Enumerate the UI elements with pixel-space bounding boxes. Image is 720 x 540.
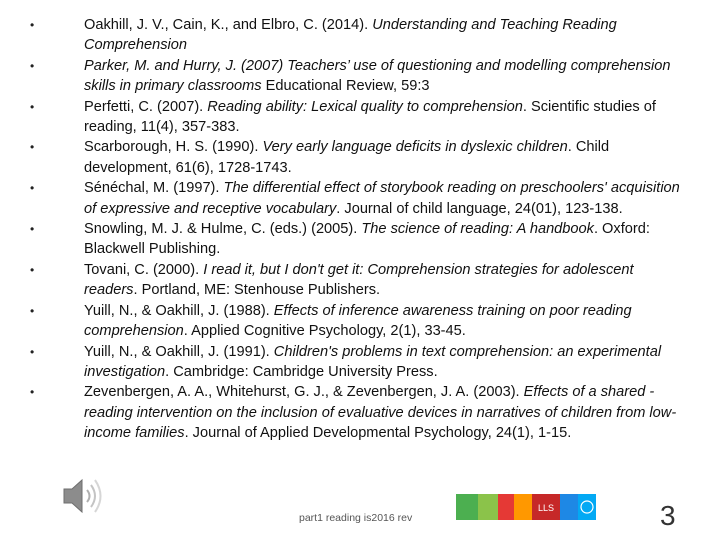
logo-segment: [456, 494, 478, 520]
reference-item: [30, 301, 690, 342]
reference-text: . Cambridge: Cambridge University Press.: [165, 363, 438, 380]
reference-item: [30, 342, 690, 383]
logo-segment: [478, 494, 498, 520]
reference-title: Understanding and Teaching Reading Comprehension: [84, 17, 617, 54]
reference-text: . Journal of child language, 24(01), 123-138.: [336, 200, 623, 217]
logo-icon: [456, 494, 596, 520]
footer-text: part1 reading is2016 rev: [299, 512, 413, 524]
reference-text: Educational Review, 59:3: [261, 78, 430, 95]
reference-item: [30, 260, 690, 301]
reference-text: Tovani, C. (2000).: [84, 261, 204, 278]
reference-item: [30, 15, 690, 56]
reference-text: Snowling, M. J. & Hulme, C. (eds.) (2005).: [84, 221, 362, 238]
reference-title: The science of reading: A handbook: [361, 221, 594, 238]
reference-list: [30, 15, 690, 444]
reference-text: Oakhill, J. V., Cain, K., and Elbro, C. (2014).: [84, 17, 373, 33]
reference-item: [30, 97, 690, 138]
reference-item: [30, 178, 690, 219]
reference-text: Sénéchal, M. (1997).: [84, 180, 224, 197]
reference-title: Effects of inference awareness training on poor reading comprehension: [84, 302, 632, 340]
logo-segment: [514, 494, 532, 520]
logo-segment: [560, 494, 578, 520]
reference-item: [30, 219, 690, 260]
reference-title: Effects of a shared -reading intervention on the inclusion of evaluative devices in narratives of children from low-income families: [84, 384, 677, 442]
reference-item: [30, 56, 690, 97]
reference-text: Yuill, N., & Oakhill, J. (1991).: [84, 343, 274, 360]
speaker-icon[interactable]: [58, 472, 110, 520]
page-number: 3: [660, 500, 676, 531]
reference-title: Parker, M. and Hurry, J. (2007) Teachers’ use of questioning and modelling comprehension skills in primary classrooms: [84, 57, 671, 95]
reference-item: [30, 382, 690, 443]
reference-title: The differential effect of storybook reading on preschoolers' acquisition of expressive and receptive vocabulary: [84, 180, 680, 217]
reference-text: . Child development, 61(6), 1728-1743.: [84, 139, 610, 176]
logo-segment: [498, 494, 514, 520]
logo-text: LLS: [537, 503, 555, 513]
reference-title: Very early language deficits in dyslexic children: [262, 139, 568, 156]
reference-text: . Oxford: Blackwell Publishing.: [84, 221, 650, 258]
reference-text: Zevenbergen, A. A., Whitehurst, G. J., & Zevenbergen, J. A. (2003).: [84, 384, 524, 401]
reference-text: . Portland, ME: Stenhouse Publishers.: [133, 282, 381, 299]
reference-text: . Journal of Applied Developmental Psychology, 24(1), 1-15.: [184, 425, 572, 442]
reference-text: . Applied Cognitive Psychology, 2(1), 33-45.: [183, 323, 466, 340]
reference-text: Perfetti, C. (2007).: [84, 98, 208, 115]
reference-title: I read it, but I don't get it: Comprehension strategies for adolescent readers: [84, 261, 634, 299]
reference-text: Yuill, N., & Oakhill, J. (1988).: [84, 302, 274, 319]
reference-title: Children's problems in text comprehension: an experimental investigation: [84, 343, 662, 380]
reference-text: . Scientific studies of reading, 11(4), 357-383.: [84, 98, 656, 136]
reference-item: [30, 137, 690, 178]
reference-text: Scarborough, H. S. (1990).: [84, 139, 263, 156]
reference-title: Reading ability: Lexical quality to comprehension: [207, 98, 523, 115]
